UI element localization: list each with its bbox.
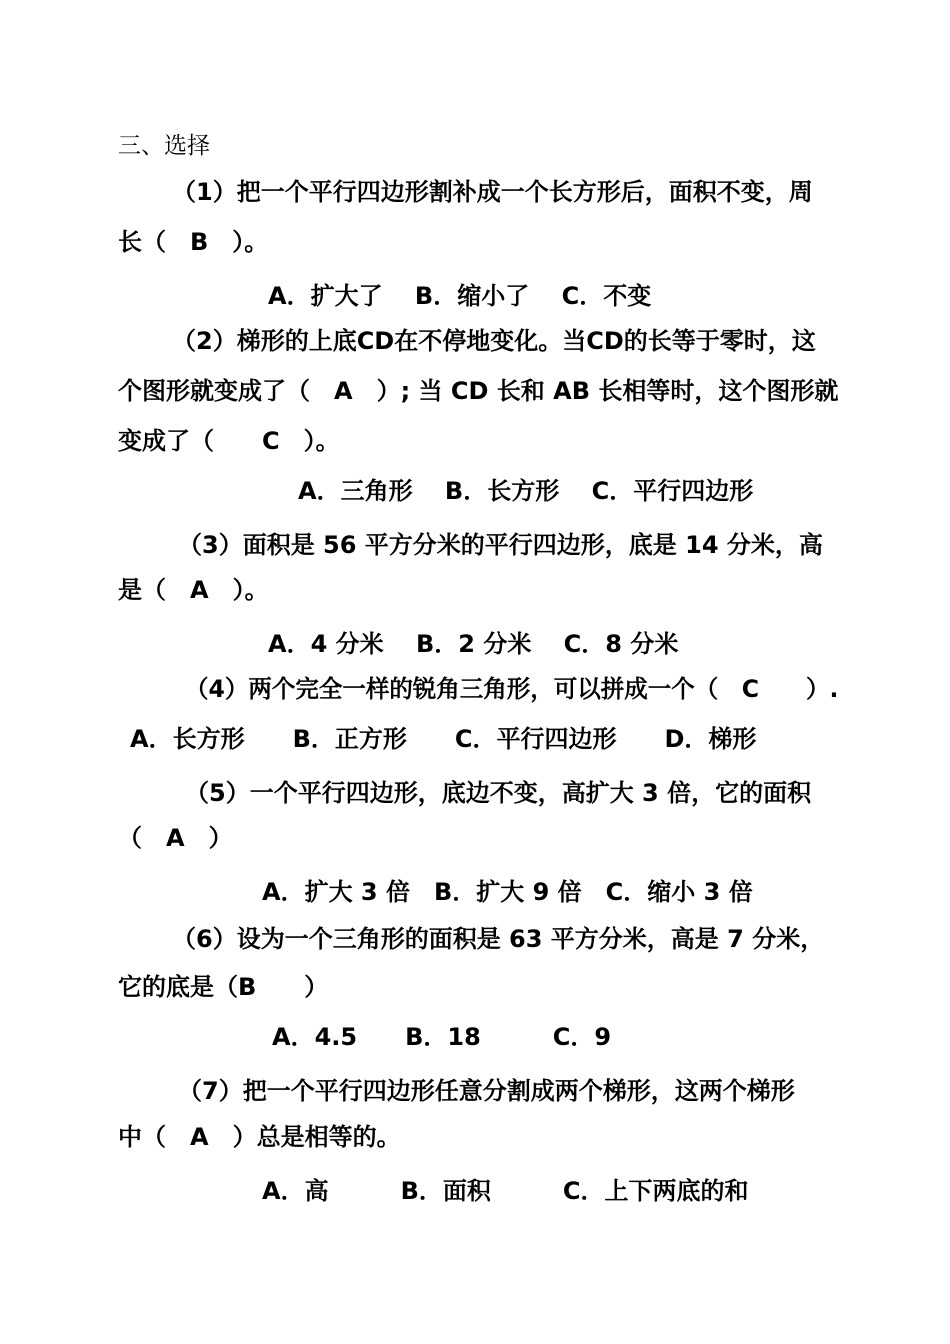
question-6-options: A．4.5 B．18 C．9	[272, 1023, 612, 1051]
question-5-line-1: （5）一个平行四边形，底边不变，高扩大 3 倍，它的面积	[185, 779, 812, 807]
question-3-line-1: （3）面积是 56 平方分米的平行四边形，底是 14 分米，高	[178, 531, 823, 559]
question-1-options: A．扩大了 B．缩小了 C．不变	[268, 282, 652, 310]
question-3-options: A．4 分米 B．2 分米 C．8 分米	[268, 630, 679, 658]
question-1-line-1: （1）把一个平行四边形割补成一个长方形后，面积不变，周	[172, 178, 813, 206]
question-2-line-2: 个图形就变成了（ A ）; 当 CD 长和 AB 长相等时，这个图形就	[118, 377, 839, 405]
question-2-line-1: （2）梯形的上底CD在不停地变化。当CD的长等于零时，这	[172, 327, 816, 355]
question-3-line-2: 是（ A ）。	[118, 576, 269, 604]
question-5-line-2: （ A ）	[118, 824, 233, 852]
question-5-options: A．扩大 3 倍 B．扩大 9 倍 C．缩小 3 倍	[262, 878, 753, 906]
question-7-options: A．高 B．面积 C．上下两底的和	[262, 1177, 749, 1205]
question-4-options: A．长方形 B．正方形 C．平行四边形 D．梯形	[130, 725, 757, 753]
question-7-line-2: 中（ A ）总是相等的。	[118, 1123, 401, 1151]
question-6-line-1: （6）设为一个三角形的面积是 63 平方分米，高是 7 分米，	[172, 925, 825, 953]
question-1-line-2: 长（ B ）。	[118, 228, 269, 256]
section-heading: 三、选择	[118, 133, 210, 159]
question-2-line-3: 变成了（ C ）。	[118, 427, 340, 455]
question-4-line-1: （4）两个完全一样的锐角三角形，可以拼成一个（ C ）.	[185, 675, 839, 703]
question-2-options: A．三角形 B．长方形 C．平行四边形	[298, 477, 754, 505]
question-6-line-2: 它的底是（B ）	[118, 973, 329, 1001]
question-7-line-1: （7）把一个平行四边形任意分割成两个梯形，这两个梯形	[178, 1077, 795, 1105]
